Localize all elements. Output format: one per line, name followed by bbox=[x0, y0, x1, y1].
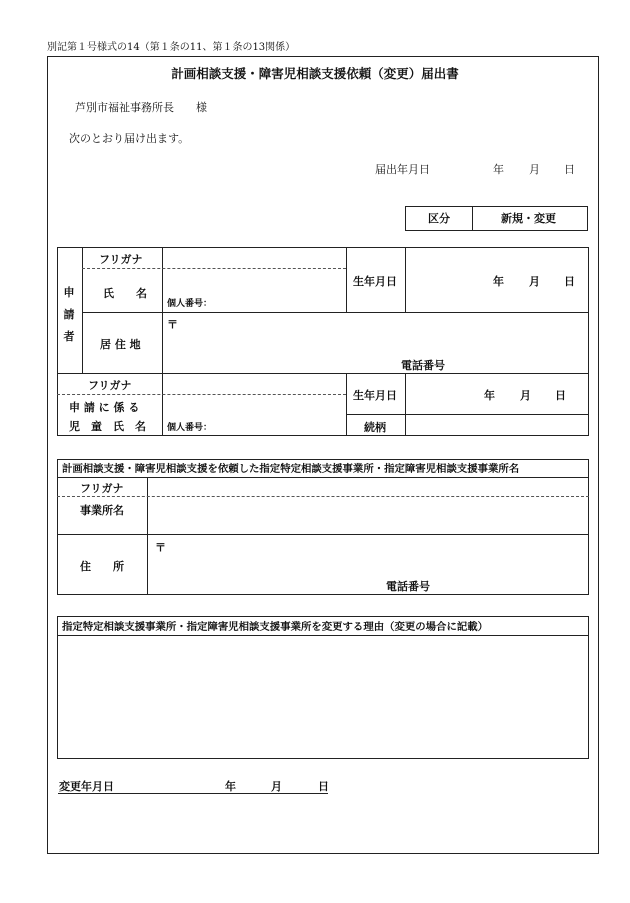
applicant-phone-label: 電話番号 bbox=[401, 359, 445, 372]
applicant-address-label: 居 住 地 bbox=[100, 338, 141, 351]
child-relation-label: 続柄 bbox=[364, 421, 386, 434]
category-value[interactable]: 新規・変更 bbox=[501, 212, 556, 225]
office-postal-mark: 〒 bbox=[155, 541, 166, 554]
form-number: 別記第１号様式の14（第１条の11、第１条の13関係） bbox=[47, 42, 296, 53]
child-birth-month: 月 bbox=[520, 389, 531, 402]
applicant-name-label: 氏 名 bbox=[103, 287, 147, 300]
office-table bbox=[57, 459, 589, 595]
applicant-personal-no-label: 個人番号： bbox=[167, 299, 213, 309]
child-name-line2: 児 童 氏 名 bbox=[69, 420, 146, 433]
office-phone-label: 電話番号 bbox=[386, 580, 430, 593]
applicant-furigana-label: フリガナ bbox=[99, 253, 143, 266]
change-year-label: 年 bbox=[225, 780, 236, 793]
intro-text: 次のとおり届け出ます。 bbox=[69, 132, 190, 145]
applicant-birth-day: 日 bbox=[564, 275, 575, 288]
change-date-underline bbox=[58, 793, 328, 794]
child-birth-day: 日 bbox=[555, 389, 566, 402]
change-date-label: 変更年月日 bbox=[59, 780, 114, 793]
reason-heading: 指定特定相談支援事業所・指定障害児相談支援事業所を変更する理由（変更の場合に記載） bbox=[62, 621, 489, 633]
form-title: 計画相談支援・障害児相談支援依頼（変更）届出書 bbox=[171, 66, 459, 81]
submission-year-label: 年 bbox=[493, 163, 504, 176]
office-name-label: 事業所名 bbox=[80, 504, 124, 517]
child-birth-label: 生年月日 bbox=[353, 389, 397, 402]
child-name-line1: 申 請 に 係 る bbox=[69, 401, 140, 414]
applicant-postal-mark: 〒 bbox=[167, 318, 178, 331]
change-month-label: 月 bbox=[271, 780, 282, 793]
applicant-birth-year: 年 bbox=[493, 275, 504, 288]
applicant-birth-month: 月 bbox=[529, 275, 540, 288]
submission-date-label: 届出年月日 bbox=[375, 163, 430, 176]
office-address-label: 住 所 bbox=[80, 560, 124, 573]
child-personal-no-label: 個人番号： bbox=[167, 423, 213, 433]
submission-day-label: 日 bbox=[564, 163, 575, 176]
addressee: 芦別市福祉事務所長 様 bbox=[75, 101, 207, 114]
office-furigana-label: フリガナ bbox=[80, 482, 124, 495]
change-day-label: 日 bbox=[318, 780, 329, 793]
office-heading: 計画相談支援・障害児相談支援を依頼した指定特定相談支援事業所・指定障害児相談支援事業所名 bbox=[62, 463, 520, 475]
submission-month-label: 月 bbox=[529, 163, 540, 176]
child-birth-year: 年 bbox=[484, 389, 495, 402]
child-furigana-label: フリガナ bbox=[88, 379, 132, 392]
applicant-birth-label: 生年月日 bbox=[353, 275, 397, 288]
applicant-side-label: 申 請 者 bbox=[63, 286, 75, 343]
category-label: 区分 bbox=[428, 212, 450, 225]
reason-box bbox=[57, 616, 589, 759]
